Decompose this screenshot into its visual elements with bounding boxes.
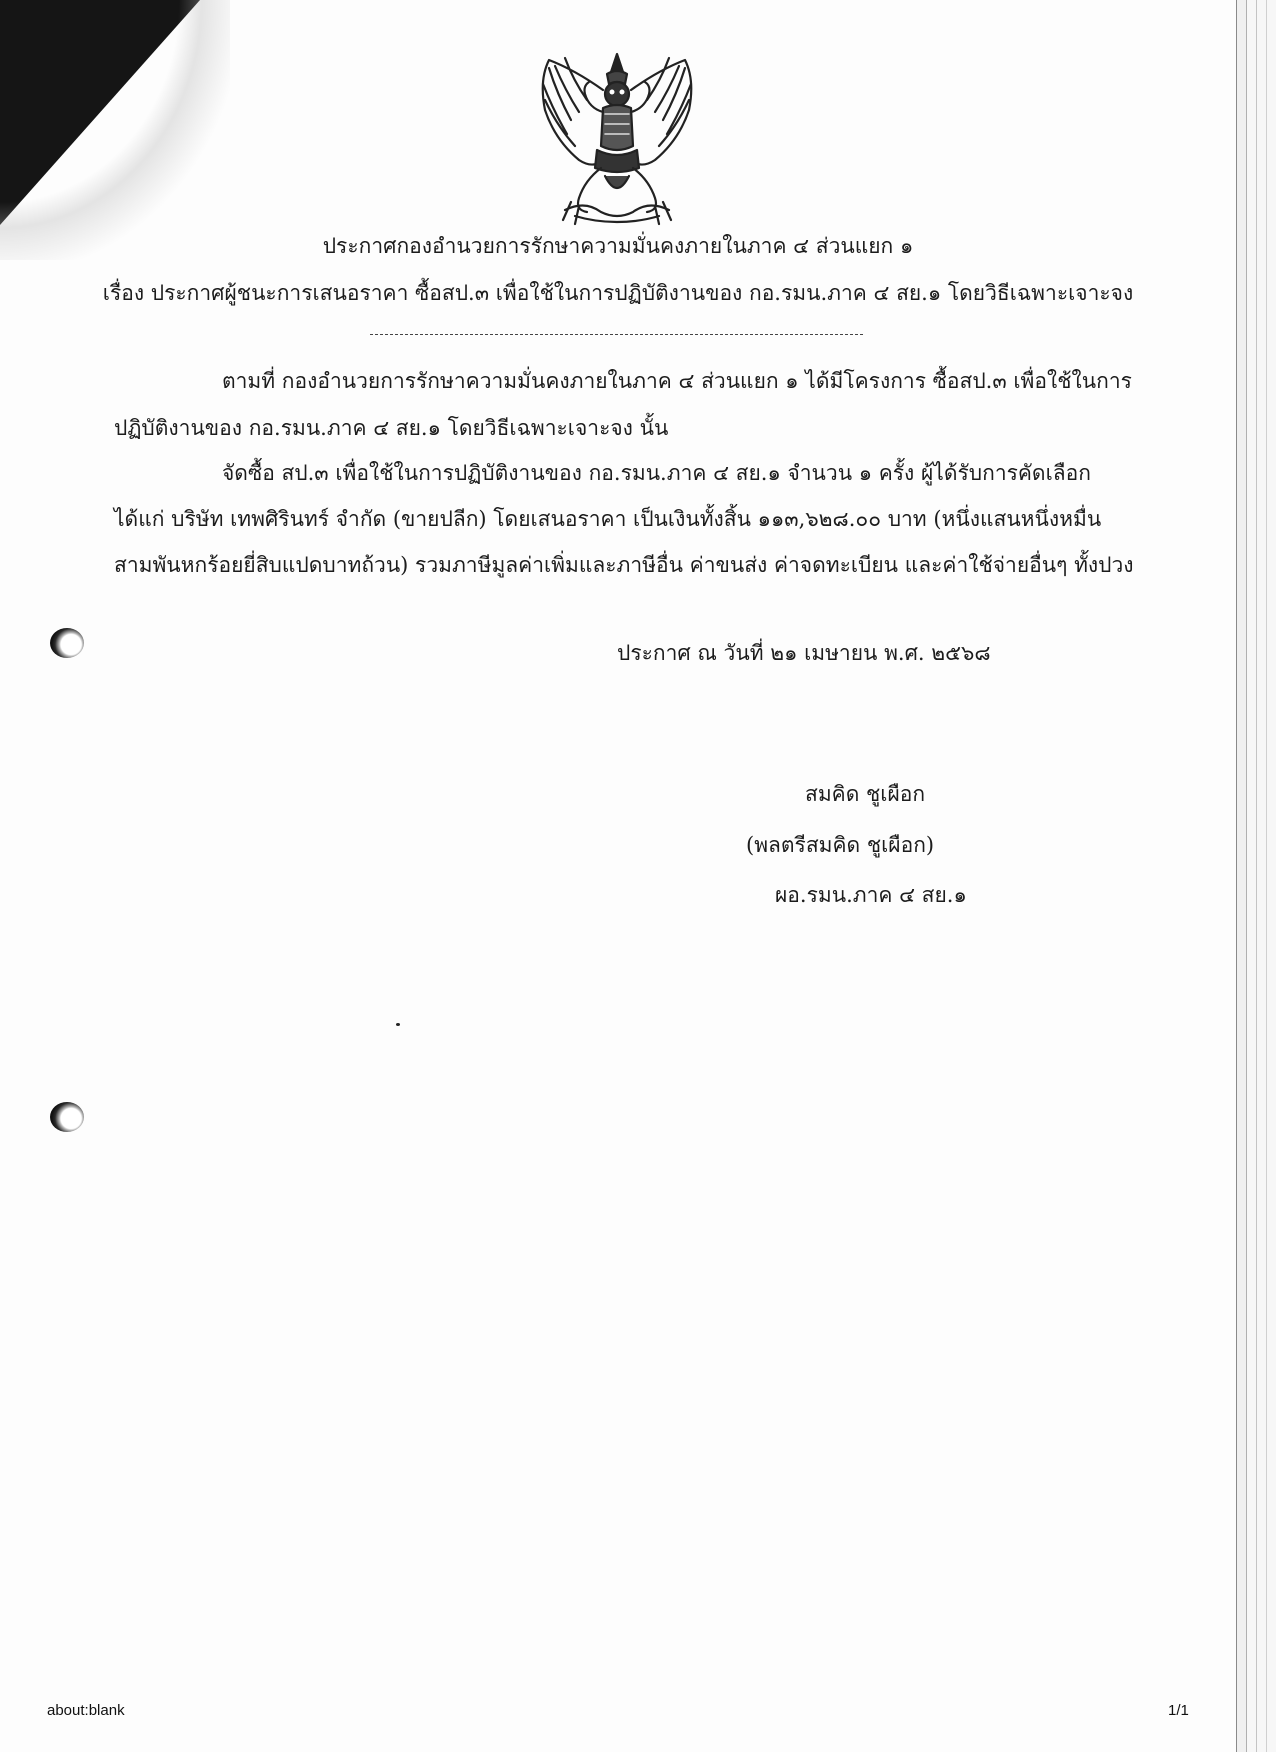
paragraph-2-line-3: สามพันหกร้อยยี่สิบแปดบาทถ้วน) รวมภาษีมูลค่าเพิ่มและภาษีอื่น ค่าขนส่ง ค่าจดทะเบียน และค่าใช้จ่ายอื่นๆ ทั้งปวง bbox=[114, 553, 1134, 577]
punch-hole bbox=[50, 628, 84, 658]
print-footer-page: 1/1 bbox=[1168, 1702, 1189, 1719]
page-edge-line bbox=[1266, 0, 1267, 1752]
signature-title: ผอ.รมน.ภาค ๔ สย.๑ bbox=[775, 883, 967, 907]
announce-date: ประกาศ ณ วันที่ ๒๑ เมษายน พ.ศ. ๒๕๖๘ bbox=[617, 641, 991, 665]
print-footer-url: about:blank bbox=[47, 1702, 125, 1719]
scan-speck bbox=[396, 1023, 400, 1026]
page-edge bbox=[1246, 0, 1276, 1752]
page-edge-line bbox=[1256, 0, 1257, 1752]
announcement-subject: เรื่อง ประกาศผู้ชนะการเสนอราคา ซื้อสป.๓ เพื่อใช้ในการปฏิบัติงานของ กอ.รมน.ภาค ๔ สย.๑ โดยวิธีเฉพาะเจาะจง bbox=[102, 281, 1134, 305]
paragraph-1-line-2: ปฏิบัติงานของ กอ.รมน.ภาค ๔ สย.๑ โดยวิธีเฉพาะเจาะจง นั้น bbox=[114, 416, 669, 440]
separator-rule bbox=[370, 334, 863, 335]
signature-full-name: (พลตรีสมคิด ชูเผือก) bbox=[746, 833, 935, 857]
punch-hole bbox=[50, 1102, 84, 1132]
scan-shadow-fade bbox=[0, 0, 230, 260]
signature-name: สมคิด ชูเผือก bbox=[805, 782, 926, 806]
paragraph-1-line-1: ตามที่ กองอำนวยการรักษาความมั่นคงภายในภาค ๔ ส่วนแยก ๑ ได้มีโครงการ ซื้อสป.๓ เพื่อใช้ในการ bbox=[222, 369, 1132, 393]
announcement-header: ประกาศกองอำนวยการรักษาความมั่นคงภายในภาค ๔ ส่วนแยก ๑ bbox=[322, 234, 914, 258]
paragraph-2-line-1: จัดซื้อ สป.๓ เพื่อใช้ในการปฏิบัติงานของ กอ.รมน.ภาค ๔ สย.๑ จำนวน ๑ ครั้ง ผู้ได้รับการคัดเลือก bbox=[222, 461, 1091, 485]
garuda-emblem-icon bbox=[535, 50, 700, 228]
paragraph-2-line-2: ได้แก่ บริษัท เทพศิรินทร์ จำกัด (ขายปลีก) โดยเสนอราคา เป็นเงินทั้งสิ้น ๑๑๓,๖๒๘.๐๐ บาท (หนึ่งแสนหนึ่งหมื่น bbox=[114, 507, 1102, 531]
